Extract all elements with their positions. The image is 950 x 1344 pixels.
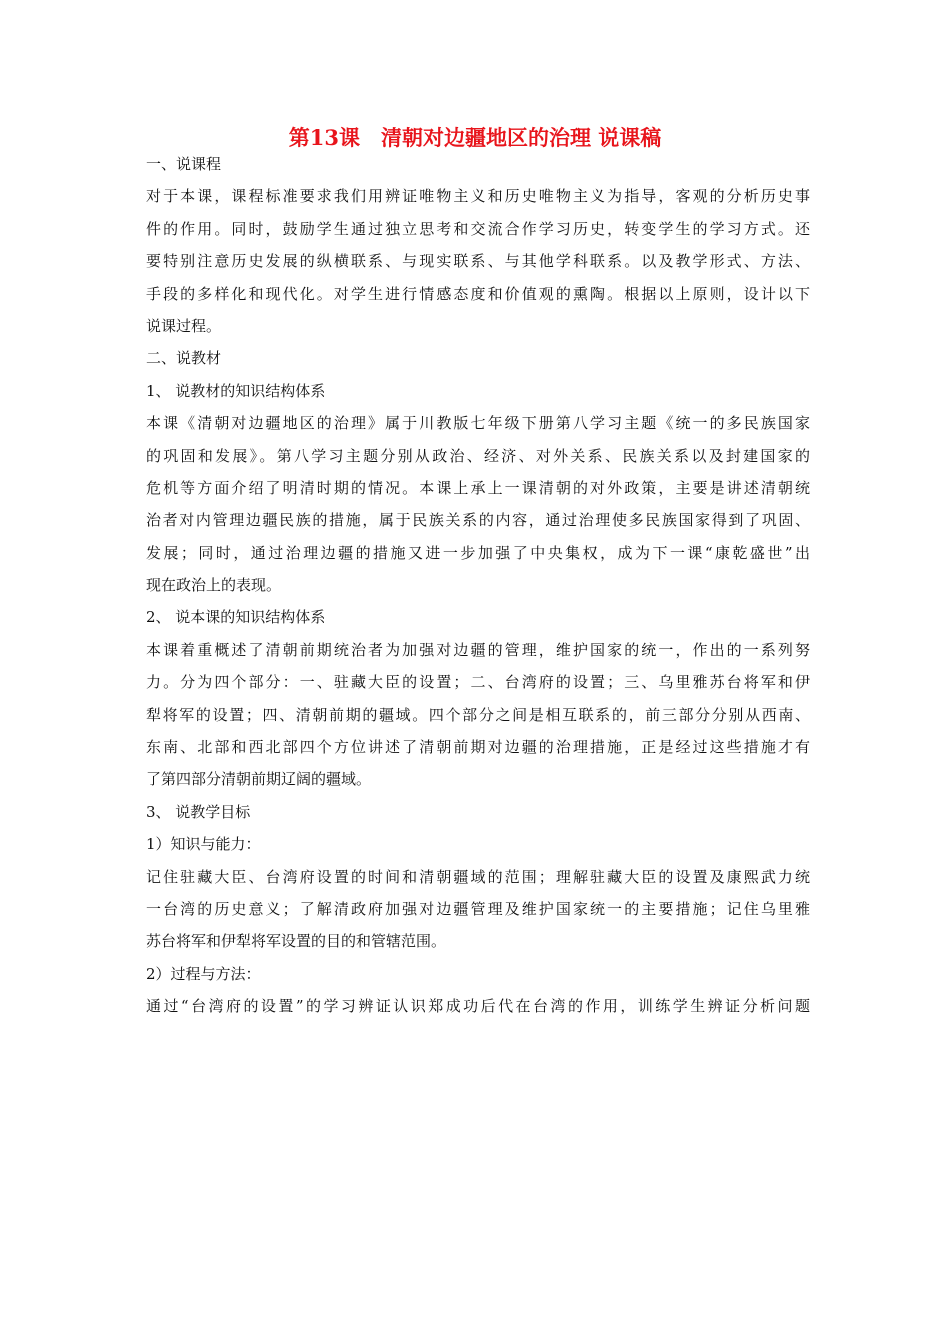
paragraph-line: 本课《清朝对边疆地区的治理》属于川教版七年级下册第八学习主题《统一的多民族国家	[146, 414, 810, 433]
subheading-lesson-structure: 2、 说本课的知识结构体系	[146, 608, 326, 627]
section-heading-course: 一、说课程	[146, 155, 222, 173]
paragraph-line: 手段的多样化和现代化。对学生进行情感态度和价值观的熏陶。根据以上原则，设计以下	[146, 284, 810, 303]
subheading-textbook-structure: 1、 说教材的知识结构体系	[146, 381, 326, 400]
paragraph-line: 危机等方面介绍了明清时期的情况。本课上承上一课清朝的对外政策，主要是讲述清朝统	[146, 478, 810, 497]
paragraph-line: 说课过程。	[146, 316, 222, 335]
subheading-teaching-goals: 3、 说教学目标	[146, 802, 251, 821]
paragraph-line: 通过“台湾府的设置”的学习辨证认识郑成功后代在台湾的作用，训练学生辨证分析问题	[146, 997, 810, 1016]
paragraph-line: 治者对内管理边疆民族的措施，属于民族关系的内容，通过治理使多民族国家得到了巩固、	[146, 511, 810, 530]
paragraph-line: 的巩固和发展》。第八学习主题分别从政治、经济、对外关系、民族关系以及封建国家的	[146, 446, 810, 465]
subheading-process-method: 2）过程与方法：	[146, 964, 261, 983]
paragraph-line: 犁将军的设置；四、清朝前期的疆域。四个部分之间是相互联系的，前三部分分别从西南、	[146, 705, 810, 724]
paragraph-line: 了第四部分清朝前期辽阔的疆域。	[146, 770, 372, 789]
paragraph-line: 现在政治上的表现。	[146, 576, 282, 595]
paragraph-line: 一台湾的历史意义；了解清政府加强对边疆管理及维护国家统一的主要措施；记住乌里雅	[146, 899, 810, 918]
paragraph-line: 力。分为四个部分：一、驻藏大臣的设置；二、台湾府的设置；三、乌里雅苏台将军和伊	[146, 673, 810, 692]
paragraph-line: 对于本课，课程标准要求我们用辨证唯物主义和历史唯物主义为指导，客观的分析历史事	[146, 187, 810, 206]
paragraph-line: 本课着重概述了清朝前期统治者为加强对边疆的管理，维护国家的统一，作出的一系列努	[146, 640, 810, 659]
paragraph-line: 件的作用。同时，鼓励学生通过独立思考和交流合作学习历史，转变学生的学习方式。还	[146, 219, 810, 238]
paragraph-line: 发展；同时，通过治理边疆的措施又进一步加强了中央集权，成为下一课“康乾盛世”出	[146, 543, 810, 562]
document-title: 第13课 清朝对边疆地区的治理 说课稿	[288, 125, 662, 150]
paragraph-line: 要特别注意历史发展的纵横联系、与现实联系、与其他学科联系。以及教学形式、方法、	[146, 252, 810, 271]
section-heading-textbook: 二、说教材	[146, 349, 222, 368]
document-body	[146, 148, 810, 1023]
paragraph-line: 苏台将军和伊犁将军设置的目的和管辖范围。	[146, 932, 447, 951]
paragraph-line: 记住驻藏大臣、台湾府设置的时间和清朝疆域的范围；理解驻藏大臣的设置及康熙武力统	[146, 867, 810, 886]
paragraph-line: 东南、北部和西北部四个方位讲述了清朝前期对边疆的治理措施，正是经过这些措施才有	[146, 738, 810, 757]
subheading-knowledge-ability: 1）知识与能力：	[146, 835, 261, 854]
